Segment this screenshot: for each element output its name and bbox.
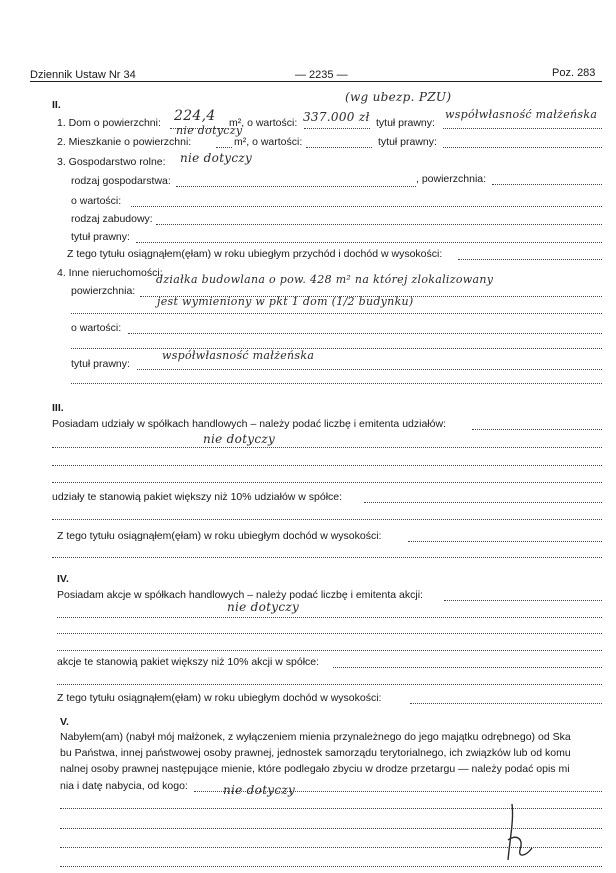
section4-packet-line-2 <box>57 684 602 685</box>
section3-income-line <box>408 541 602 542</box>
item4-title-line-1 <box>137 369 602 370</box>
section-3-numeral: III. <box>52 402 64 414</box>
item4-title-label: tytuł prawny: <box>71 358 130 370</box>
position-number: Poz. 283 <box>552 67 596 79</box>
hw-acquisition-na: nie dotyczy <box>223 783 296 797</box>
item3-area-line <box>492 184 602 185</box>
hw-farm-na: nie dotyczy <box>180 151 253 165</box>
section5-line-4: nia i datę nabycia, od kogo: <box>60 780 188 792</box>
item1-house-label: 1. Dom o powierzchni: <box>57 117 161 129</box>
section3-income-label: Z tego tytułu osiągnąłem(ęłam) w roku ubiegłym dochód w wysokości: <box>57 530 382 542</box>
item3-type-line <box>176 186 416 187</box>
item1-value-label: m², o wartości: <box>229 117 298 129</box>
item4-area-line-2 <box>71 313 602 314</box>
item3-type-label: rodzaj gospodarstwa: <box>71 175 171 187</box>
item3-title-line <box>136 242 602 243</box>
item2-value-label: m², o wartości: <box>234 136 303 148</box>
item3-income-line <box>458 259 602 260</box>
hw-house-title: współwłasność małżeńska <box>445 108 598 121</box>
section4-stocks-line-1 <box>444 600 602 601</box>
item1-value-line <box>304 128 370 129</box>
item2-area-line <box>216 147 232 148</box>
journal-title: Dziennik Ustaw Nr 34 <box>30 69 136 81</box>
item3-buildings-label: rodzaj zabudowy: <box>71 213 153 225</box>
section3-shares-line-2 <box>52 447 602 448</box>
section3-packet-line-2 <box>52 519 602 520</box>
item1-title-line <box>443 128 602 129</box>
section4-stocks-line-3 <box>57 633 602 634</box>
item4-value-line-2 <box>71 348 602 349</box>
item3-farm-label: 3. Gospodarstwo rolne: <box>57 156 166 168</box>
section-4-numeral: IV. <box>57 573 69 585</box>
section4-packet-line <box>333 667 602 668</box>
hw-other-area-1: działka budowlana o pow. 428 m² na której zlokalizowany <box>156 273 494 286</box>
hw-house-value: 337.000 zł <box>303 110 370 124</box>
section3-shares-line-1 <box>472 429 602 430</box>
item2-flat-label: 2. Mieszkanie o powierzchni: <box>57 136 192 148</box>
hw-valuation-note: (wg ubezp. PZU) <box>345 90 452 104</box>
hw-flat-na: nie dotyczy <box>176 124 243 137</box>
section4-stocks-line-4 <box>57 650 602 651</box>
hw-other-area-2: jest wymieniony w pkt 1 dom (1/2 budynku) <box>157 295 414 308</box>
hw-shares-na: nie dotyczy <box>203 432 276 446</box>
hw-other-title: współwłasność małżeńska <box>162 349 315 362</box>
item2-value-line <box>306 147 372 148</box>
section3-shares-line-4 <box>52 482 602 483</box>
item3-value-line <box>131 206 602 207</box>
item2-title-label: tytuł prawny: <box>378 136 437 148</box>
item3-income-label: Z tego tytułu osiągnąłem(ęłam) w roku ubiegłym przychód i dochód w wysokości: <box>67 248 443 260</box>
page-number: — 2235 — <box>295 69 348 81</box>
item4-value-label: o wartości: <box>71 322 122 334</box>
section4-stocks-label: Posiadam akcje w spółkach handlowych – należy podać liczbę i emitenta akcji: <box>57 589 423 601</box>
section3-income-line-2 <box>52 557 602 558</box>
item4-value-line-1 <box>128 333 602 334</box>
hw-stocks-na: nie dotyczy <box>227 600 300 614</box>
item3-area-label: , powierzchnia: <box>416 173 487 185</box>
hw-house-area: 224,4 <box>174 108 216 124</box>
section3-packet-line <box>364 502 602 503</box>
item1-title-label: tytuł prawny: <box>376 117 435 129</box>
section3-packet-label: udziały te stanowią pakiet większy niż 10% udziałów w spółce: <box>52 491 343 503</box>
section4-income-label: Z tego tytułu osiągnąłem(ęłam) w roku ubiegłym dochód w wysokości: <box>57 692 382 704</box>
item3-value-label: o wartości: <box>71 195 122 207</box>
section4-stocks-line-2 <box>57 617 602 618</box>
item4-title-line-2 <box>71 383 602 384</box>
section4-packet-label: akcje te stanowią pakiet większy niż 10% akcji w spółce: <box>57 656 320 668</box>
item3-buildings-line <box>156 224 602 225</box>
header-rule <box>30 81 602 82</box>
section5-line-2: bu Państwa, innej państwowej osoby prawnej, jednostek samorządu terytorialnego, ich związków lub od komu <box>60 747 571 759</box>
section5-line-1: Nabyłem(am) (nabył mój małżonek, z wyłączeniem mienia przynależnego do jego majątku odrębnego) od Ska <box>60 731 571 743</box>
section3-shares-line-3 <box>52 465 602 466</box>
item4-area-label: powierzchnia: <box>71 285 136 297</box>
item4-other-label: 4. Inne nieruchomości: <box>57 267 163 279</box>
section5-line-3: nalnej osoby prawnej następujące mienie, które podlegało zbyciu w drodze przetargu — należy podać opis mi <box>60 763 570 775</box>
section-5-numeral: V. <box>60 716 69 728</box>
item2-title-line <box>443 147 602 148</box>
signature-initials <box>498 800 538 870</box>
section3-shares-label: Posiadam udziały w spółkach handlowych – należy podać liczbę i emitenta udziałów: <box>52 418 446 430</box>
section4-income-line <box>410 703 602 704</box>
section-2-numeral: II. <box>52 99 61 111</box>
item3-title-label: tytuł prawny: <box>71 231 130 243</box>
